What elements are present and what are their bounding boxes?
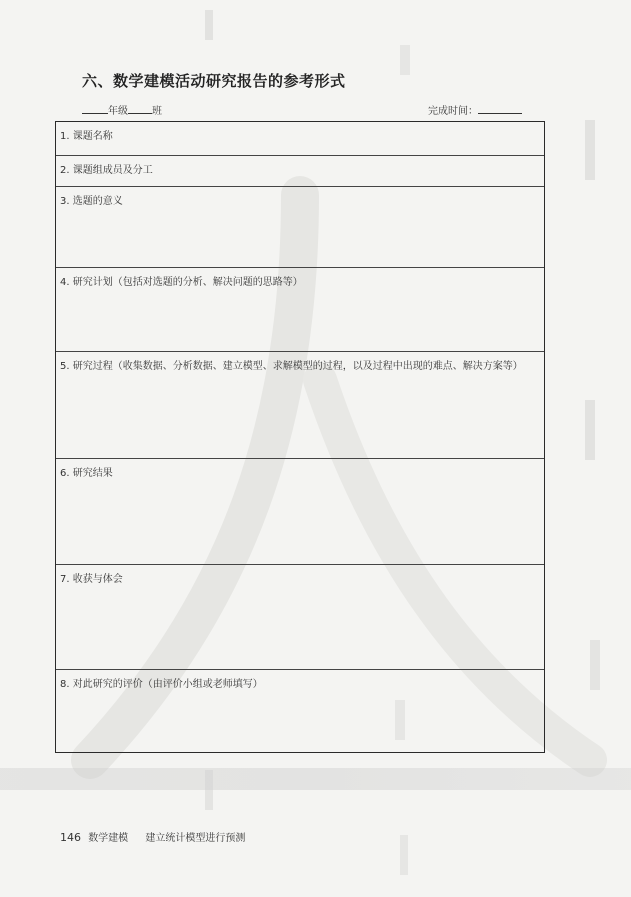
scan-artifact-band: [0, 768, 631, 790]
form-row-research-process[interactable]: [56, 352, 544, 459]
grade-blank[interactable]: [82, 103, 108, 114]
page-footer: [60, 829, 245, 844]
row-label: 4. 研究计划（包括对选题的分析、解决问题的思路等）: [60, 277, 303, 288]
class-label: 班: [152, 106, 162, 117]
form-row-topic-name[interactable]: [56, 122, 544, 156]
form-row-reflections[interactable]: [56, 565, 544, 670]
class-blank[interactable]: [128, 103, 152, 114]
row-label: 8. 对此研究的评价（由评价小组或老师填写）: [60, 679, 263, 690]
form-row-evaluation[interactable]: [56, 670, 544, 752]
report-form-table: [55, 121, 545, 753]
page-number: 146: [60, 831, 81, 844]
grade-class-line: [82, 102, 162, 117]
row-label: 6. 研究结果: [60, 468, 113, 479]
form-row-members[interactable]: [56, 156, 544, 187]
page-title: 六、数学建模活动研究报告的参考形式: [82, 72, 346, 90]
chapter-name: 建立统计模型进行预测: [145, 833, 246, 844]
completion-time-line: [428, 102, 522, 117]
book-name: 数学建模: [88, 833, 129, 844]
row-label: 3. 选题的意义: [60, 196, 123, 207]
form-row-significance[interactable]: [56, 187, 544, 268]
row-label: 7. 收获与体会: [60, 574, 123, 585]
row-label: 2. 课题组成员及分工: [60, 165, 153, 176]
form-row-research-plan[interactable]: [56, 268, 544, 352]
completion-blank[interactable]: [478, 103, 522, 114]
grade-label: 年级: [108, 106, 128, 117]
completion-label: 完成时间：: [428, 106, 478, 117]
form-row-results[interactable]: [56, 459, 544, 565]
row-label: 1. 课题名称: [60, 131, 113, 142]
row-label: 5. 研究过程（收集数据、分析数据、建立模型、求解模型的过程，以及过程中出现的难点、解决方案等）: [60, 361, 523, 372]
